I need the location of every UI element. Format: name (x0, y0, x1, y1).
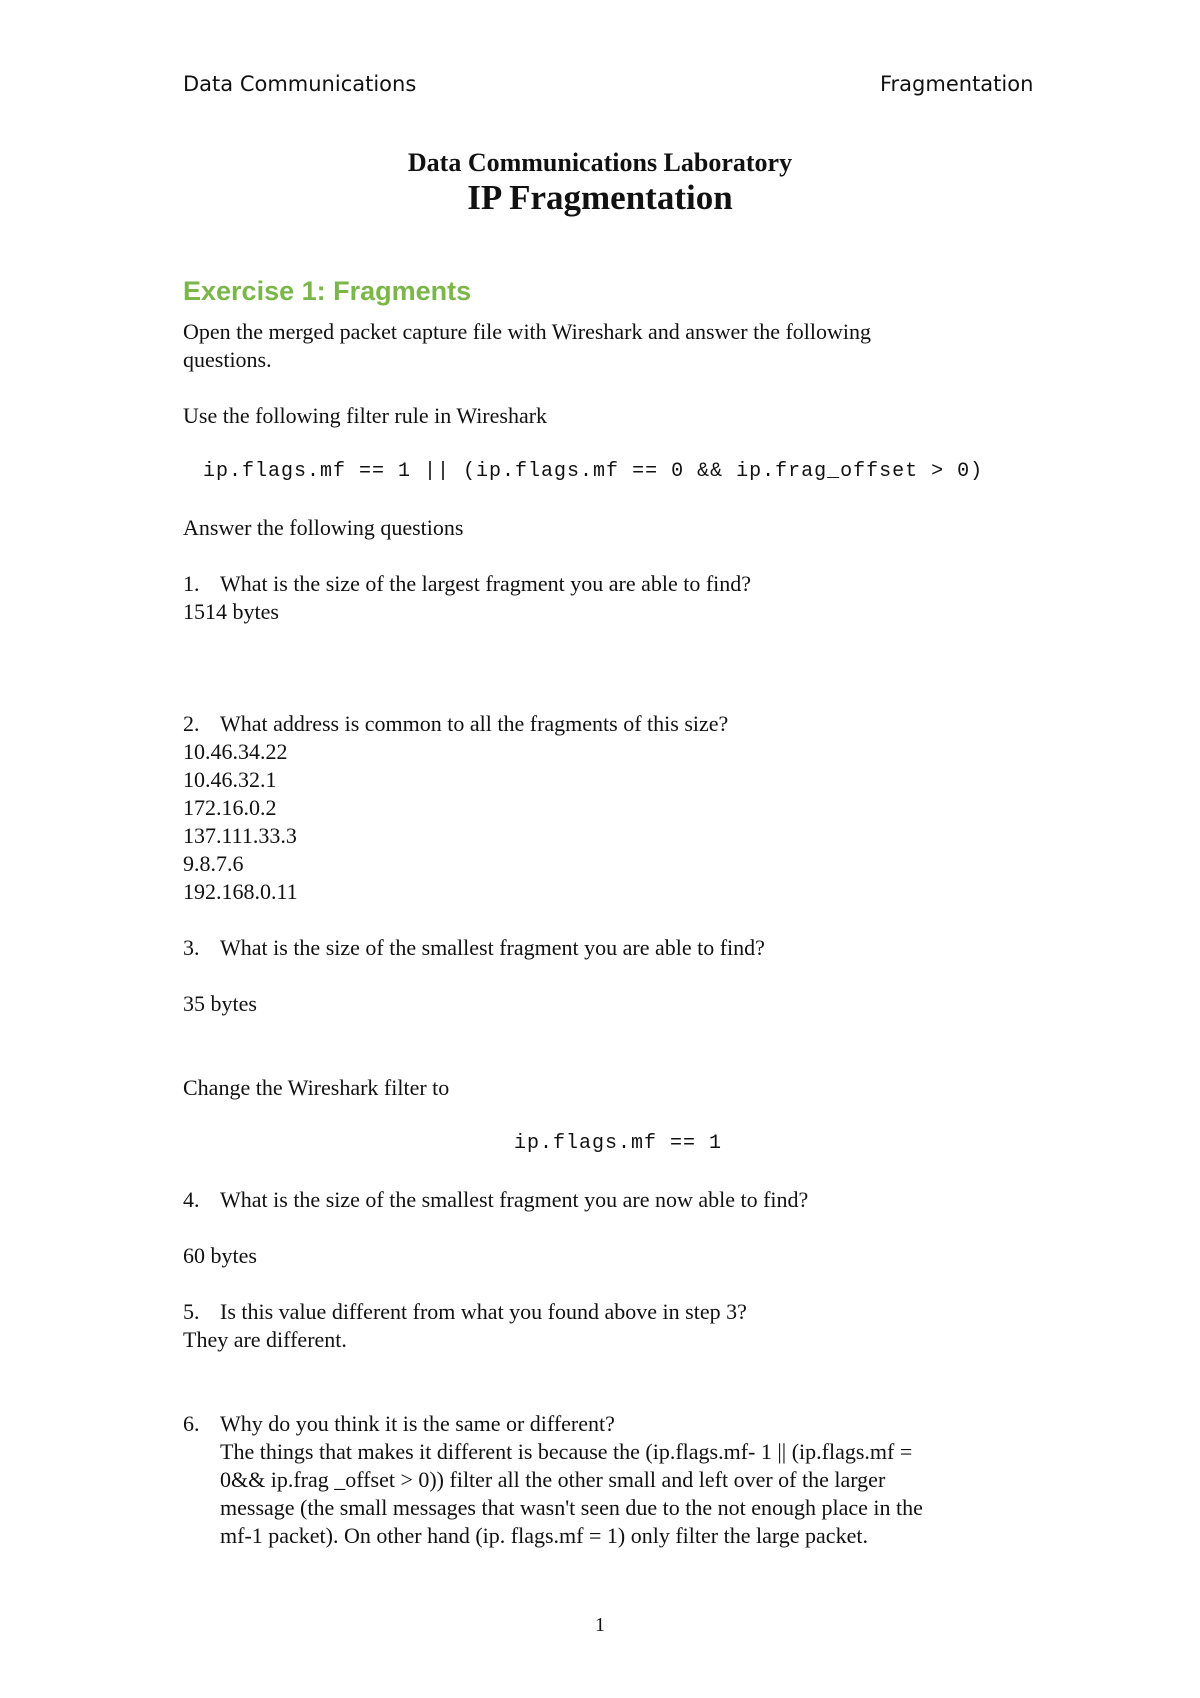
filter-rule-2: ip.flags.mf == 1 (513, 1132, 723, 1155)
answer-1: 1514 bytes (183, 599, 279, 624)
question-1 (183, 570, 1023, 598)
answer-4: 60 bytes (183, 1243, 257, 1268)
change-filter-text: Change the Wireshark filter to (183, 1075, 450, 1100)
answer-intro: Answer the following questions (183, 515, 464, 540)
main-title: IP Fragmentation (467, 178, 733, 217)
intro-line-2: questions. (183, 347, 272, 372)
answer-5: They are different. (183, 1327, 347, 1352)
exercise-heading: Exercise 1: Fragments (183, 276, 472, 306)
answer-6-line: The things that makes it different is because the (ip.flags.mf- 1 || (ip.flags.mf = (220, 1439, 913, 1464)
answer-6-line: message (the small messages that wasn't seen due to the not enough place in the (220, 1495, 923, 1520)
answer-6-line: 0&& ip.frag _offset > 0)) filter all the other small and left over of the larger (220, 1467, 886, 1492)
question-1-number: 1. (183, 571, 200, 596)
question-6-text: Why do you think it is the same or different? (220, 1411, 615, 1436)
question-2-text: What address is common to all the fragments of this size? (220, 711, 729, 736)
filter-intro: Use the following filter rule in Wireshark (183, 403, 548, 428)
question-4-text: What is the size of the smallest fragment you are now able to find? (220, 1187, 809, 1212)
lab-title: Data Communications Laboratory (407, 148, 793, 177)
running-header-left: Data Communications (183, 72, 417, 96)
question-3 (183, 934, 1023, 962)
question-5-text: Is this value different from what you found above in step 3? (220, 1299, 747, 1324)
filter-rule-1: ip.flags.mf == 1 || (ip.flags.mf == 0 && ip.frag_offset > 0) (203, 460, 984, 483)
answer-6-line: mf-1 packet). On other hand (ip. flags.mf = 1) only filter the large packet. (220, 1523, 868, 1548)
answer-3: 35 bytes (183, 991, 257, 1016)
question-6-number: 6. (183, 1411, 200, 1436)
question-3-text: What is the size of the smallest fragment you are able to find? (220, 935, 765, 960)
answer-2-address: 192.168.0.11 (183, 879, 298, 904)
question-4 (183, 1186, 1023, 1214)
question-4-number: 4. (183, 1187, 200, 1212)
question-5-number: 5. (183, 1299, 200, 1324)
running-header-right: Fragmentation (880, 72, 1034, 96)
question-2 (183, 710, 1023, 738)
intro-line-1: Open the merged packet capture file with Wireshark and answer the following (183, 319, 872, 344)
answer-2-address: 137.111.33.3 (183, 823, 297, 848)
question-1-text: What is the size of the largest fragment you are able to find? (220, 571, 752, 596)
answer-2-address: 10.46.34.22 (183, 739, 288, 764)
question-3-number: 3. (183, 935, 200, 960)
question-6 (183, 1410, 1023, 1438)
answer-2-address: 10.46.32.1 (183, 767, 277, 792)
answer-2-address: 172.16.0.2 (183, 795, 277, 820)
page-number: 1 (595, 1614, 605, 1636)
answer-2-address: 9.8.7.6 (183, 851, 244, 876)
question-2-number: 2. (183, 711, 200, 736)
exercise-content (183, 318, 1023, 1550)
question-5 (183, 1298, 1023, 1326)
